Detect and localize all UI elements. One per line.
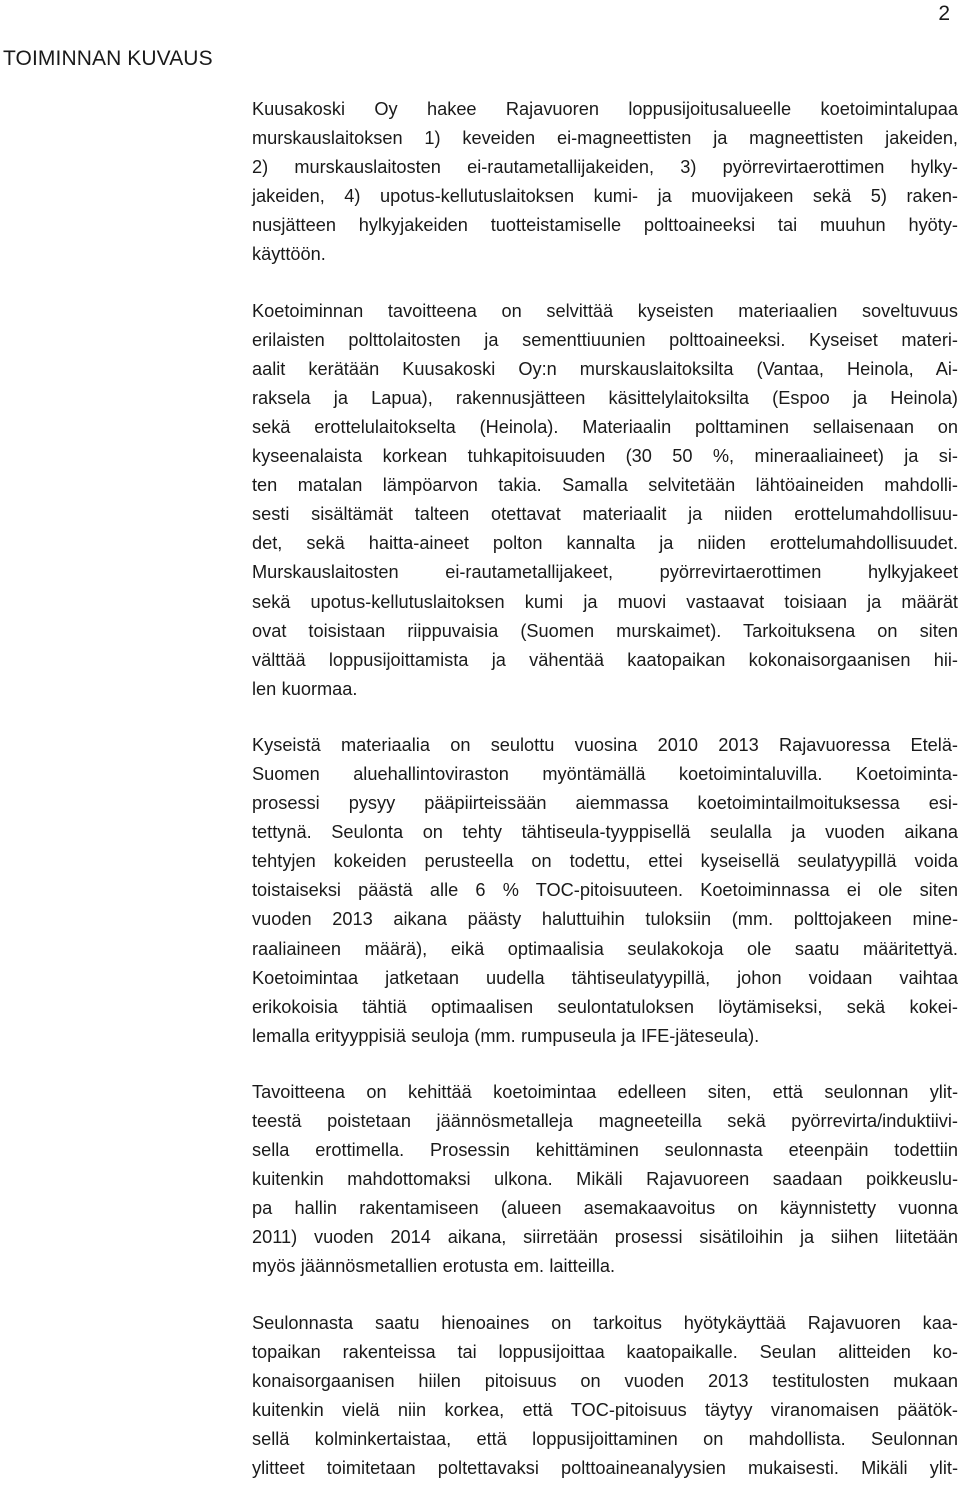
text-line: Kyseistä materiaalia on seulottu vuosina 2010 2013 Rajavuoressa Etelä- — [252, 734, 958, 755]
text-line: ylitteet toimitetaan poltettavaksi polttoaineanalyysien mukaisesti. Mikäli ylit- — [252, 1458, 958, 1479]
text-line: raksela ja Lapua), rakennusjätteen käsittelylaitoksilta (Espoo ja Heinola) — [252, 387, 958, 408]
text-line: ovat toisistaan riippuvaisia (Suomen murskaimet). Tarkoituksena on siten — [252, 620, 958, 641]
text-line: Murskauslaitosten ei-rautametallijakeet, pyörrevirtaerottimen hylkyjakeet — [252, 562, 958, 583]
text-line: Koetoiminnan tavoitteena on selvittää kyseisten materiaalien soveltuvuus — [252, 300, 958, 321]
text-line: Suomen aluehallintoviraston myöntämällä koetoimintaluvilla. Koetoiminta- — [252, 763, 958, 784]
text-line: teestä poistetaan jäännösmetalleja magneeteilla sekä pyörrevirta/induktiivi- — [252, 1111, 958, 1131]
text-line: murskauslaitoksen 1) keveiden ei-magneettisten ja magneettisten jakeiden, — [252, 128, 958, 149]
page-number: 2 — [938, 2, 950, 25]
text-line: konaisorgaanisen hiilen pitoisuus on vuoden 2013 testitulosten mukaan — [252, 1370, 958, 1391]
text-line: sesti sisältämät talteen otettavat materiaalit ja niiden erottelumahdollisuu- — [252, 504, 958, 525]
body-text — [252, 95, 958, 1510]
text-line: len kuormaa. — [252, 678, 358, 699]
text-line: 2011) vuoden 2014 aikana, siirretään prosessi sisätiloihin ja siihen liitetään — [252, 1227, 958, 1248]
text-line: käyttöön. — [252, 244, 326, 265]
text-line: kyseenalaista korkean tuhkapitoisuuden (30 50 %, mineraaliaineet) ja si- — [252, 446, 958, 467]
text-line: prosessi pysyy pääpiirteissään aiemmassa koetoimintailmoituksessa esi- — [252, 793, 958, 814]
text-line: aalit kerätään Kuusakoski Oy:n murskauslaitoksilta (Vantaa, Heinola, Ai- — [252, 358, 958, 379]
section-heading: TOIMINNAN KUVAUS — [3, 47, 213, 70]
text-line: ten matalan lämpöarvon takia. Samalla selvitetään lähtöaineiden mahdolli- — [252, 475, 958, 496]
text-line: Seulonnasta saatu hienoaines on tarkoitus hyötykäyttää Rajavuoren kaa- — [252, 1312, 958, 1333]
text-line: pa hallin rakentamiseen (alueen asemakaavoitus on käynnistetty vuonna — [252, 1198, 958, 1219]
text-line: raaliaineen määrä), eikä optimaalisia seulakokoja ole saatu määritettyä. — [252, 938, 958, 959]
text-line: Tavoitteena on kehittää koetoimintaa edelleen siten, että seulonnan ylit- — [252, 1081, 958, 1102]
text-line: tehtyjen kokeiden perusteella on todettu, ettei kyseisellä seulatyypillä voida — [252, 851, 958, 872]
paragraph — [252, 297, 958, 704]
text-line: sella erottimella. Prosessin kehittäminen seulonnasta eteenpäin todettiin — [252, 1140, 958, 1161]
text-line: toistaiseksi päästä alle 6 % TOC-pitoisuuteen. Koetoiminnassa ei ole siten — [252, 880, 958, 901]
text-line: myös jäännösmetallien erotusta em. laitteilla. — [252, 1256, 616, 1277]
text-line: Kuusakoski Oy hakee Rajavuoren loppusijoitusalueelle koetoimintalupaa — [252, 99, 958, 119]
text-line: erikokoisia tähtiä optimaalisen seulontatuloksen löytämiseksi, sekä kokei- — [252, 996, 958, 1017]
text-line: tettynä. Seulonta on tehty tähtiseula-tyyppisellä seulalla ja vuoden aikana — [252, 822, 958, 843]
text-line: sellä kolminkertaistaa, että loppusijoittaminen on mahdollista. Seulonnan — [252, 1428, 958, 1449]
text-line: jakeiden, 4) upotus-kellutuslaitoksen kumi- ja muovijakeen sekä 5) raken- — [252, 186, 958, 207]
text-line: sekä upotus-kellutuslaitoksen kumi ja muovi vastaavat toisiaan ja määrät — [252, 591, 958, 612]
text-line: erilaisten polttolaitosten ja sementtiuunien polttoaineeksi. Kyseiset materi- — [252, 329, 958, 350]
paragraph — [252, 95, 958, 270]
text-line: kuitenkin mahdottomaksi ulkona. Mikäli Rajavuoreen saadaan poikkeuslu- — [252, 1169, 958, 1190]
text-line: lemalla erityyppisiä seuloja (mm. rumpuseula ja IFE-jäteseula). — [252, 1025, 760, 1046]
text-line: det, sekä haitta-aineet polton kannalta ja niiden erottelumahdollisuudet. — [252, 533, 958, 554]
text-line: nusjätteen hylkyjakeiden tuotteistamiselle polttoaineeksi tai muuhun hyöty- — [252, 215, 958, 236]
paragraph — [252, 1309, 958, 1484]
text-line: topaikan rakenteissa tai loppusijoittaa kaatopaikalle. Seulan alitteiden ko- — [252, 1341, 958, 1362]
text-line: Koetoimintaa jatketaan uudella tähtiseulatyypillä, johon voidaan vaihtaa — [252, 967, 958, 988]
paragraph — [252, 1078, 958, 1282]
text-line: sekä erottelulaitokselta (Heinola). Materiaalin polttaminen sellaisenaan on — [252, 416, 958, 437]
text-line: kuitenkin vielä niin korkea, että TOC-pitoisuus täytyy viranomaisen päätök- — [252, 1399, 958, 1420]
text-line: välttää loppusijoittamista ja vähentää kaatopaikan kokonaisorgaanisen hii- — [252, 649, 958, 670]
text-line: 2) murskauslaitosten ei-rautametallijakeiden, 3) pyörrevirtaerottimen hylky- — [252, 157, 958, 178]
paragraph — [252, 731, 958, 1051]
text-line: vuoden 2013 aikana päästy haluttuihin tuloksiin (mm. polttojakeen mine- — [252, 909, 958, 930]
